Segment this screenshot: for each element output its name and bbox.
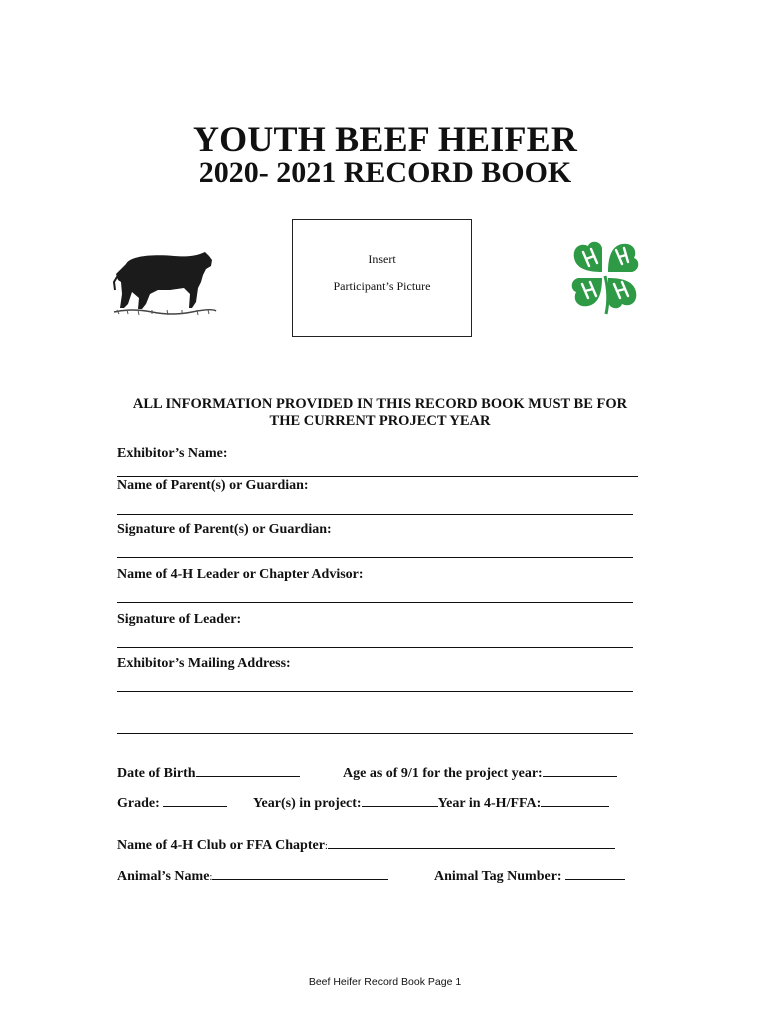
- grade-label: Grade:: [117, 796, 160, 811]
- parent-name-label: Name of Parent(s) or Guardian:: [117, 478, 309, 493]
- years-in-project-blank[interactable]: [362, 794, 438, 807]
- club-name-field[interactable]: [117, 836, 615, 854]
- years-in-project-field[interactable]: [253, 794, 609, 812]
- animal-tag-blank[interactable]: [565, 867, 625, 880]
- year-in-4h-label: Year in 4-H/FFA:: [437, 796, 542, 811]
- project-year-notice: [110, 396, 650, 430]
- mailing-address-label: Exhibitor’s Mailing Address:: [117, 656, 291, 671]
- 4h-clover-icon: [566, 238, 644, 318]
- date-of-birth-label: Date of Birth: [117, 766, 196, 781]
- grade-field[interactable]: [117, 794, 227, 812]
- heifer-illustration: [112, 242, 217, 317]
- date-of-birth-blank[interactable]: [196, 764, 300, 777]
- parent-signature-line[interactable]: [117, 557, 633, 558]
- age-blank[interactable]: [543, 764, 617, 777]
- notice-line-1: ALL INFORMATION PROVIDED IN THIS RECORD BOOK MUST BE FOR: [132, 396, 628, 412]
- page-footer: Beef Heifer Record Book Page 1: [308, 976, 462, 988]
- club-name-blank[interactable]: [328, 836, 615, 849]
- animal-name-field[interactable]: [117, 867, 388, 885]
- leader-signature-label: Signature of Leader:: [117, 612, 242, 627]
- years-in-project-label: Year(s) in project:: [253, 796, 362, 811]
- animal-tag-label: Animal Tag Number:: [434, 869, 562, 884]
- participant-picture-box[interactable]: [292, 219, 472, 337]
- club-name-colon: :: [324, 840, 328, 852]
- exhibitor-name-line[interactable]: [117, 476, 638, 477]
- grade-blank[interactable]: [163, 794, 227, 807]
- leader-name-label: Name of 4-H Leader or Chapter Advisor:: [117, 567, 364, 582]
- notice-line-2: THE CURRENT PROJECT YEAR: [269, 413, 491, 429]
- exhibitor-name-label: Exhibitor’s Name:: [117, 446, 228, 461]
- club-name-label: Name of 4-H Club or FFA Chapter: [117, 838, 325, 853]
- mailing-address-line-1[interactable]: [117, 691, 633, 692]
- parent-name-line[interactable]: [117, 514, 633, 515]
- photo-box-insert-label: Insert: [368, 252, 396, 266]
- photo-box-picture-label: Participant’s Picture: [333, 279, 431, 293]
- animal-name-blank[interactable]: [212, 867, 388, 880]
- age-label: Age as of 9/1 for the project year:: [343, 766, 543, 781]
- leader-signature-line[interactable]: [117, 647, 633, 648]
- leader-name-line[interactable]: [117, 602, 633, 603]
- animal-tag-field[interactable]: [434, 867, 625, 885]
- age-field[interactable]: [343, 764, 617, 782]
- year-in-4h-blank[interactable]: [541, 794, 609, 807]
- mailing-address-line-2[interactable]: [117, 733, 633, 734]
- document-subtitle: 2020- 2021 RECORD BOOK: [198, 156, 572, 189]
- animal-name-colon: :: [209, 871, 213, 883]
- document-title: YOUTH BEEF HEIFER: [192, 119, 578, 159]
- date-of-birth-field[interactable]: [117, 764, 300, 782]
- animal-name-label: Animal’s Name: [117, 869, 210, 884]
- parent-signature-label: Signature of Parent(s) or Guardian:: [117, 522, 332, 537]
